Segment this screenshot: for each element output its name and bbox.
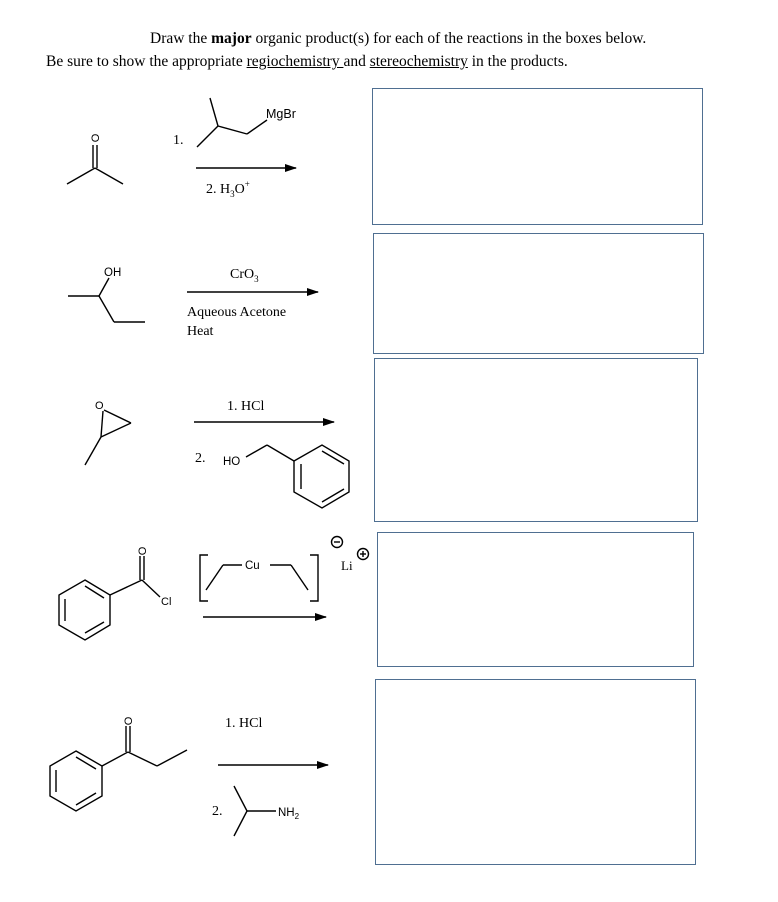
emphasis-major: major [211, 30, 252, 47]
benzoyl-chloride-structure [59, 556, 160, 640]
stereochemistry-term: stereochemistry [369, 53, 468, 70]
alcohol-ho-label: HO [223, 456, 241, 468]
reaction-3 [85, 410, 349, 508]
amine-label: $NH_2$ [278, 807, 300, 821]
oxidant-label: CrO$_3$ [230, 267, 259, 284]
regiochemistry-term: regiochemistry [246, 53, 344, 70]
carbonyl-oxygen-1: O [90, 133, 102, 143]
instruction-line-1: Draw the major organic product(s) for each of the reactions in the boxes below. [150, 30, 647, 47]
step-1-hcl-5: 1. HCl [225, 716, 263, 731]
propiophenone-structure [50, 726, 187, 811]
copper-label: Cu [245, 560, 260, 572]
butanol-structure [68, 278, 145, 322]
grignard-reagent-structure [197, 98, 267, 147]
step-1-hcl: 1. HCl [227, 399, 265, 414]
hydroxyl-label: OH [104, 267, 122, 279]
chloride-label: Cl [161, 596, 172, 608]
step-2-acid-workup: 2. $H_3O^+$ [206, 179, 250, 199]
acetone-structure [67, 145, 123, 184]
reaction-5 [50, 726, 328, 836]
carbonyl-oxygen-4: O [137, 546, 149, 556]
carbonyl-oxygen-5: O [123, 716, 135, 726]
lithium-label: Li [341, 558, 353, 573]
epoxide-structure [85, 410, 131, 465]
benzyl-alcohol-structure [246, 445, 349, 508]
condition-heat: Heat [187, 324, 214, 339]
reaction-4 [59, 537, 369, 641]
isopropylamine-structure [234, 786, 276, 836]
grignard-label: MgBr [266, 107, 296, 121]
instruction-line-2: Be sure to show the appropriate regiochemistry and stereochemistry in the products. [46, 53, 568, 70]
epoxide-oxygen: O [95, 400, 104, 412]
step-number-1: 1. [173, 133, 184, 148]
condition-solvent: Aqueous Acetone [187, 305, 287, 320]
step-2-number: 2. [195, 451, 206, 466]
step-2-number-5: 2. [212, 804, 223, 819]
